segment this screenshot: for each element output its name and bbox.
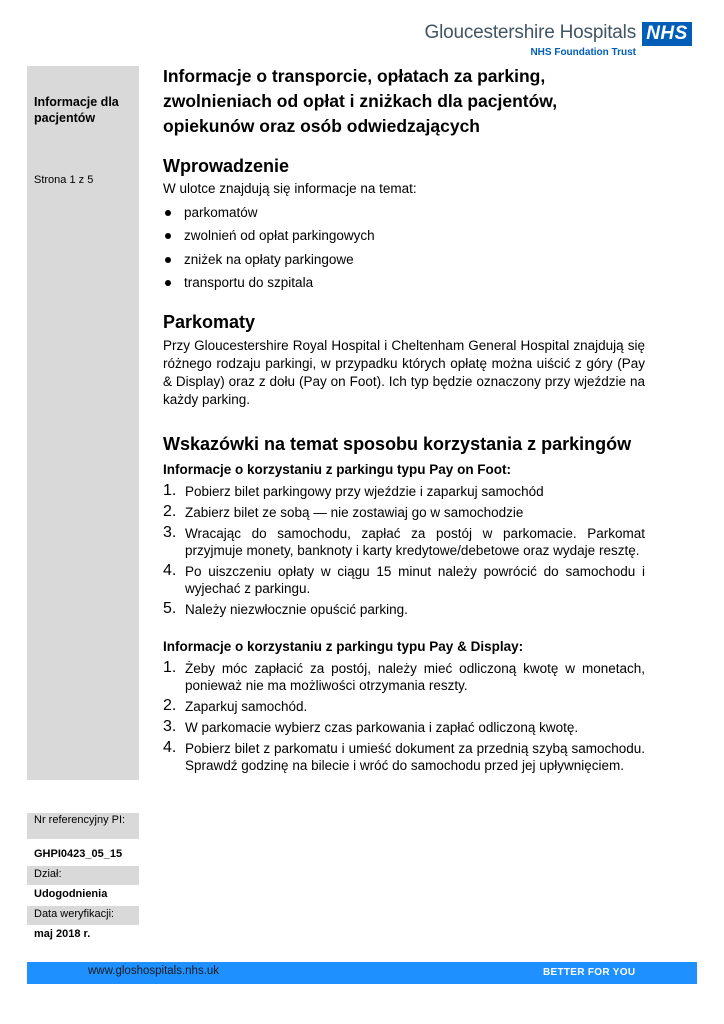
list-item: zniżek na opłaty parkingowe: [163, 251, 645, 269]
list-item: 2. Zabierz bilet ze sobą — nie zostawiaj go w samochodzie: [163, 503, 524, 521]
parking-heading: Parkomaty: [163, 312, 256, 333]
trust-logo: [425, 22, 692, 62]
list-item: 1. Żeby móc zapłacić za postój, należy mieć odliczoną kwotę w monetach, ponieważ nie ma możliwości otrzymania reszty.: [163, 659, 645, 694]
bullet-icon: [165, 210, 171, 216]
tagline: BETTER FOR YOU: [543, 967, 636, 978]
pay-display-heading: Informacje o korzystaniu z parkingu typu Pay & Display:: [163, 639, 524, 655]
pay-on-foot-steps: [163, 483, 645, 618]
dept-value: Udogodnienia: [34, 888, 108, 900]
parking-body: Przy Gloucestershire Royal Hospital i Cheltenham General Hospital znajdują się różnego rodzaju parkingi, w przypadku których opłatę można uiścić z góry (Pay & Display) oraz z dołu (Pay on Foot). Ich typ będzie oznaczony przy wjeździe na każdy parking.: [163, 338, 645, 408]
bullet-icon: [165, 257, 171, 263]
pay-display-steps: [163, 660, 645, 774]
sidebar-title: Informacje dla pacjentów: [34, 95, 119, 125]
list-item: 3. Wracając do samochodu, zapłać za postój w parkomacie. Parkomat przyjmuje monety, banknoty i karty kredytowe/debetowe oraz wydaje resztę.: [163, 524, 645, 559]
list-item: zwolnień od opłat parkingowych: [163, 227, 645, 245]
topic-list: [163, 204, 645, 292]
list-item: 2. Zaparkuj samochód.: [163, 697, 308, 715]
nhs-logo-icon: NHS: [642, 22, 692, 46]
page-indicator: Strona 1 z 5: [34, 174, 94, 186]
trust-name: Gloucestershire Hospitals: [424, 22, 636, 43]
dept-label: Dział:: [27, 866, 139, 885]
review-label: Data weryfikacji:: [27, 906, 139, 925]
website-link[interactable]: www.gloshospitals.nhs.uk: [88, 965, 220, 977]
list-item: 4. Po uiszczeniu opłaty w ciągu 15 minut należy powrócić do samochodu i wyjechać z parkingu.: [163, 562, 645, 597]
tips-heading: Wskazówki na temat sposobu korzystania z parkingów: [163, 434, 632, 455]
bullet-icon: [165, 280, 171, 286]
ref-value: GHPI0423_05_15: [34, 848, 123, 860]
list-item: 4. Pobierz bilet z parkomatu i umieść dokument za przednią szybą samochodu. Sprawdź godzinę na bilecie i wróć do samochodu przed jej upływnięciem.: [163, 739, 645, 774]
ref-label: Nr referencyjny PI:: [27, 813, 139, 839]
list-item: 1. Pobierz bilet parkingowy przy wjeździe i zaparkuj samochód: [163, 482, 544, 500]
pay-on-foot-heading: Informacje o korzystaniu z parkingu typu Pay on Foot:: [163, 462, 512, 478]
footer-bar: [27, 962, 697, 984]
list-item: 5. Należy niezwłocznie opuścić parking.: [163, 600, 408, 618]
bullet-icon: [165, 233, 171, 239]
trust-subtitle: NHS Foundation Trust: [530, 47, 636, 58]
intro-heading: Wprowadzenie: [163, 156, 290, 176]
intro-lead: W ulotce znajdują się informacje na temat:: [163, 181, 417, 196]
list-item: parkomatów: [163, 204, 645, 222]
document-title: Informacje o transporcie, opłatach za parking, zwolnieniach od opłat i zniżkach dla pacjentów, opiekunów oraz osób odwiedzających: [163, 66, 558, 136]
review-value: maj 2018 r.: [34, 928, 91, 940]
main-content: [163, 64, 645, 778]
sidebar: [27, 66, 139, 780]
list-item: 3. W parkomacie wybierz czas parkowania i zapłać odliczoną kwotę.: [163, 718, 579, 736]
list-item: transportu do szpitala: [163, 274, 645, 292]
